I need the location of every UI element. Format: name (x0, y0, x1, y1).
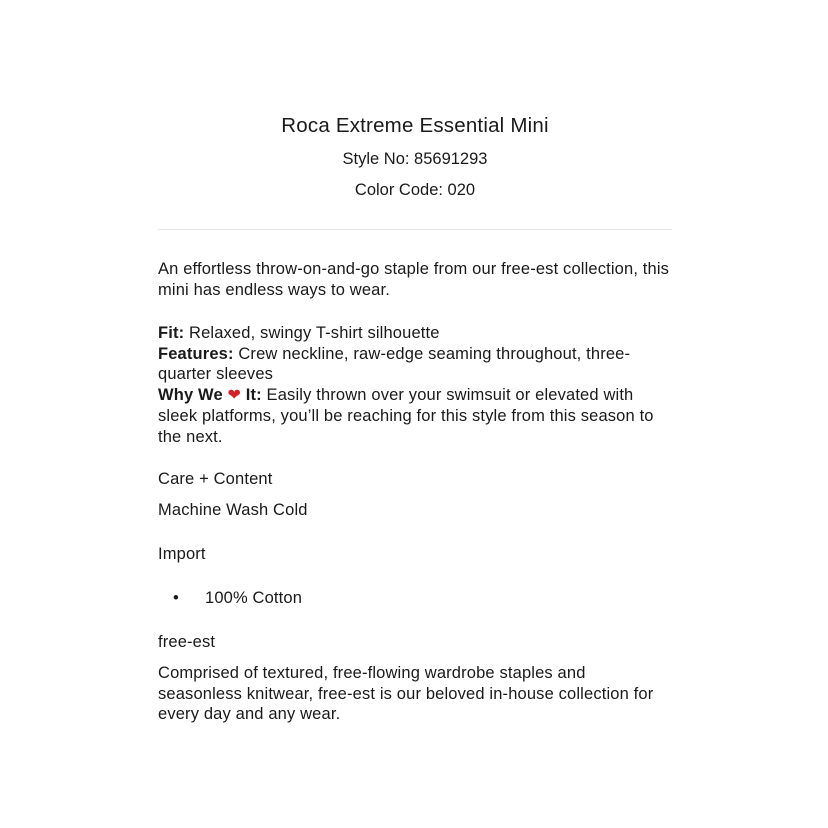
color-code: Color Code: 020 (354, 181, 476, 199)
bullet-icon: • (173, 589, 179, 607)
product-details (158, 323, 672, 448)
style-number: Style No: 85691293 (342, 150, 488, 168)
why-label-end: It: (241, 385, 262, 404)
product-title: Roca Extreme Essential Mini (281, 114, 549, 137)
fit-label: Fit: (158, 324, 185, 342)
materials-list (158, 588, 302, 609)
care-content-heading: Care + Content (158, 470, 273, 488)
origin-import: Import (158, 545, 206, 563)
product-intro: An effortless throw-on-and-go staple from our free-est collection, this mini has endless ways to wear. (158, 260, 670, 299)
why-label-start: Why We (158, 385, 228, 404)
heart-icon: ❤ (227, 386, 242, 404)
why-label (158, 386, 262, 404)
why-line (158, 385, 672, 448)
material-text: 100% Cotton (205, 589, 303, 607)
care-instructions: Machine Wash Cold (158, 501, 308, 519)
collection-heading: free-est (158, 633, 216, 651)
features-value: Crew neckline, raw-edge seaming throughout, three-quarter sleeves (158, 344, 631, 384)
features-label: Features: (158, 344, 234, 363)
divider (158, 229, 672, 230)
fit-value: Relaxed, swingy T-shirt silhouette (184, 324, 440, 342)
list-item (158, 588, 302, 609)
collection-description: Comprised of textured, free-flowing wardrobe staples and seasonless knitwear, free-est is our beloved in-house collection for every day and any wear. (158, 664, 654, 724)
fit-line (158, 323, 672, 344)
features-line (158, 344, 672, 385)
why-value: Easily thrown over your swimsuit or elevated with sleek platforms, you’ll be reaching for this style from this season to the next. (158, 385, 654, 446)
